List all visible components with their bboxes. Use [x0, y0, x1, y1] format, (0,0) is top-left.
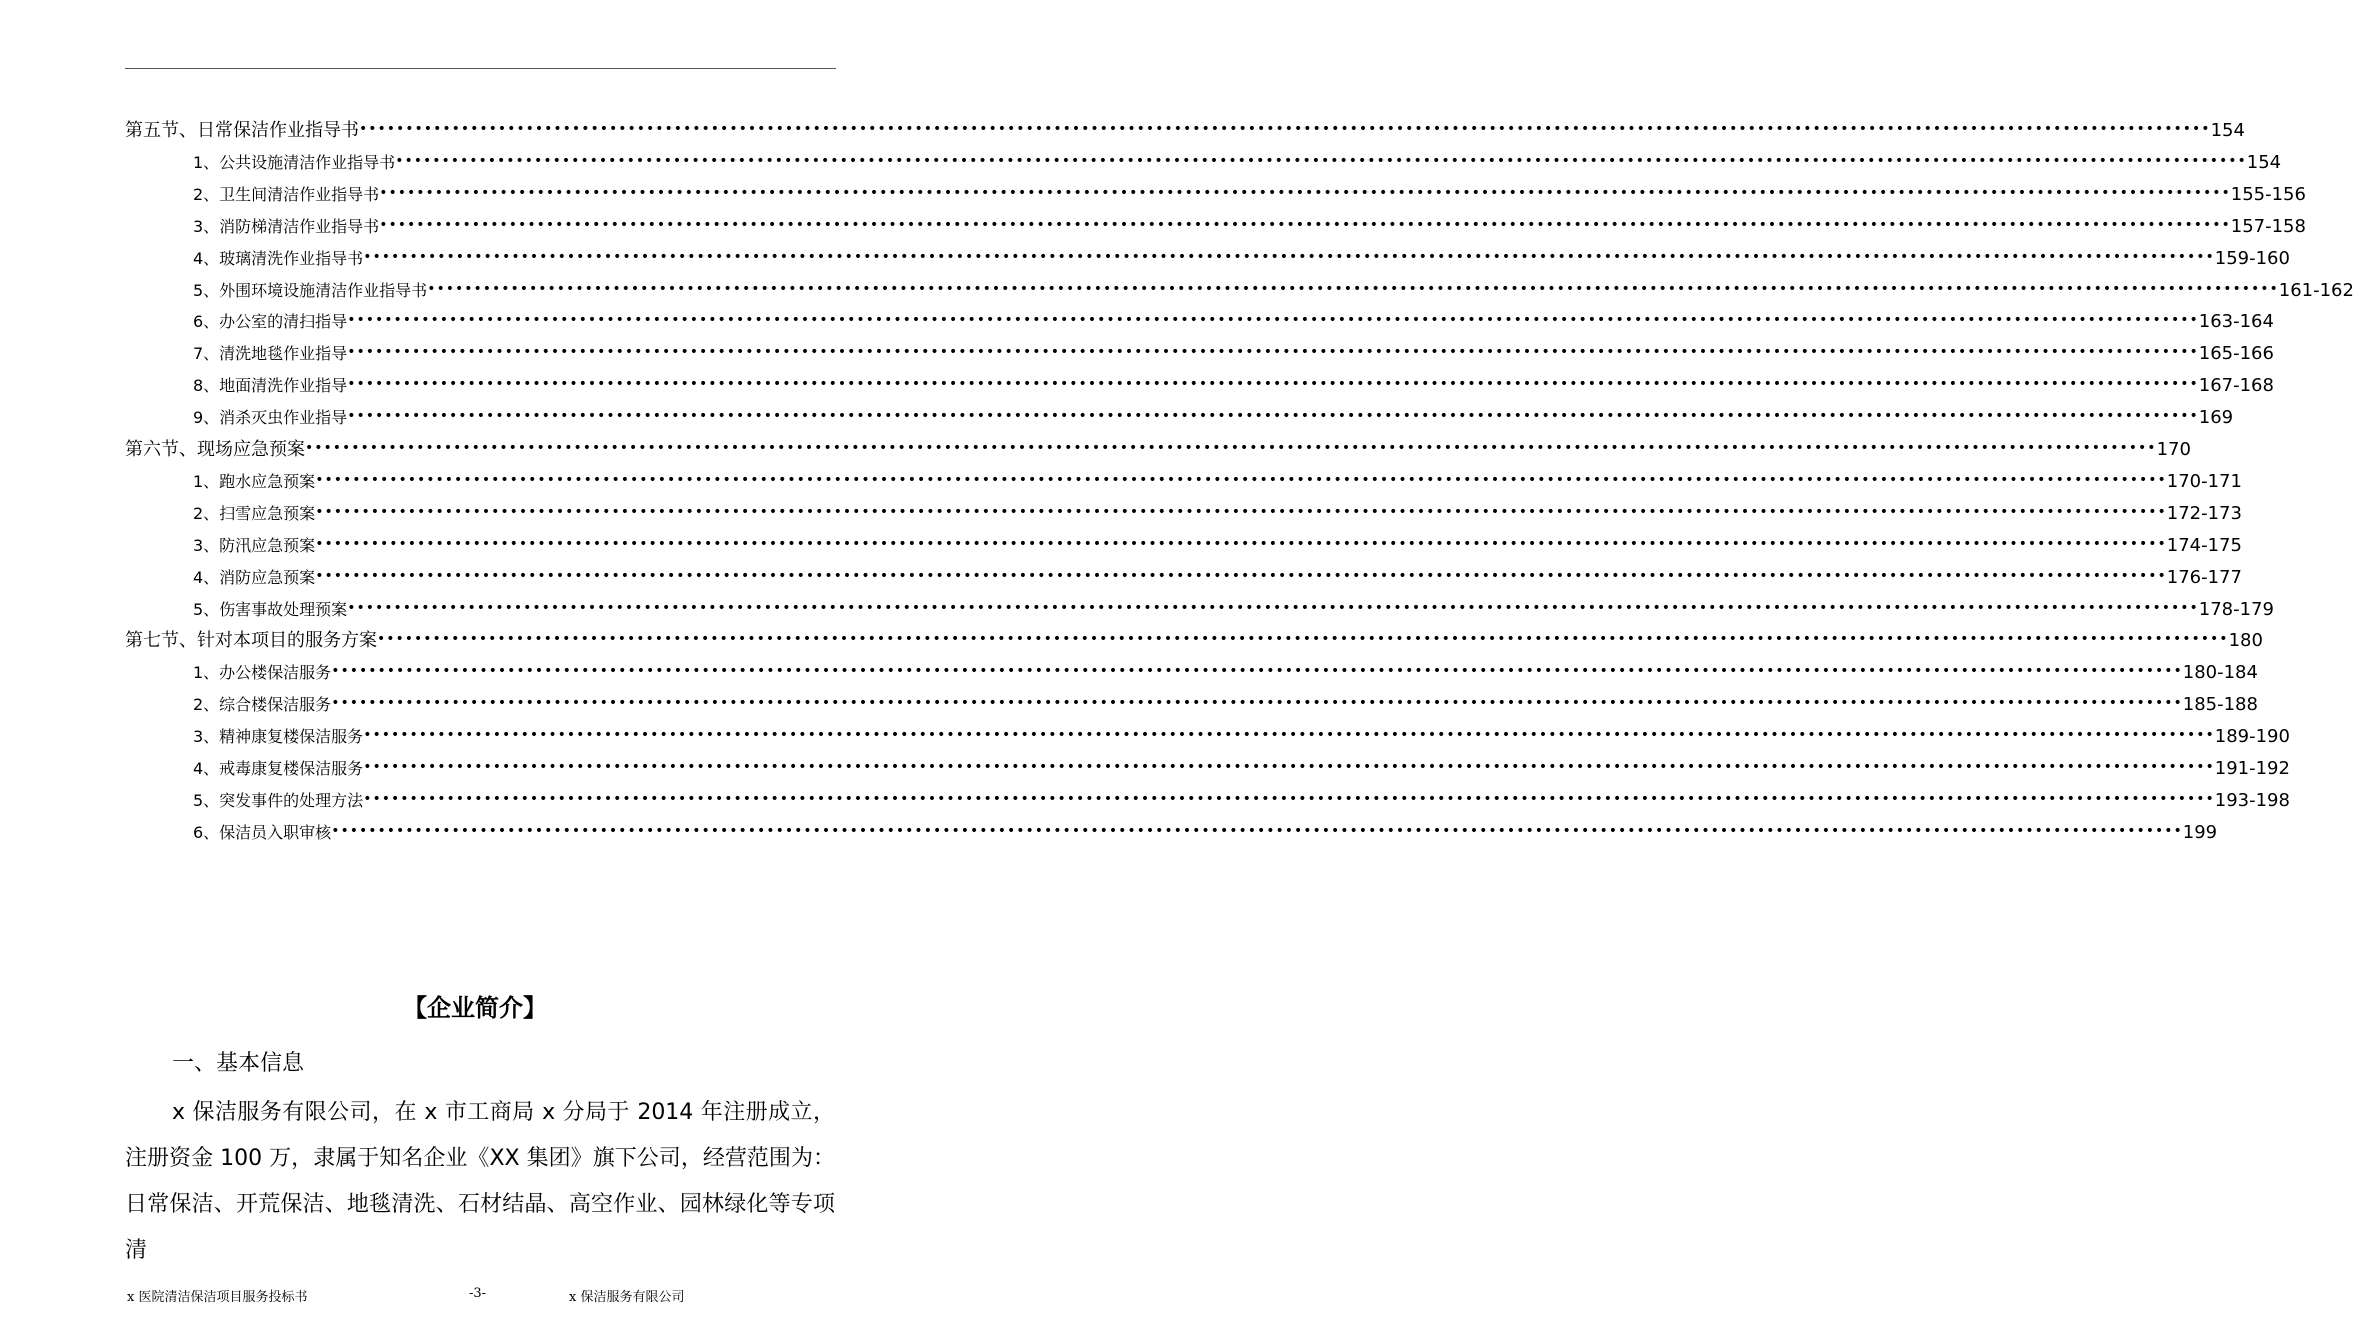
toc-item — [193, 238, 2290, 270]
toc-leader-dots: •••••••••••••••••••••••••••••••••••••••••••••••••••••••••••••••••••••••••••••••••••••••••••••••••••••••••••••••••••••••••••••••••••••••••••••••••••••••••••••••••••••••••••••••••••••••••••••••••••••••• — [315, 567, 2167, 584]
toc-leader-dots: •••••••••••••••••••••••••••••••••••••••••••••••••••••••••••••••••••••••••••••••••••••••••••••••••••••••••••••••••••••••••••••••••••••••••••••••••••••••••••••••••••••••••••••••••••••••••••••••••••••••• — [347, 408, 2199, 425]
toc-item — [193, 142, 2282, 174]
toc-page-number: 174-175 — [2166, 534, 2242, 556]
toc-label: 6、保洁员入职审核 — [193, 822, 332, 842]
toc-label: 4、戒毒康复楼保洁服务 — [193, 759, 364, 778]
toc-page-number: 157-158 — [2230, 215, 2306, 237]
toc-label: 第七节、针对本项目的服务方案 — [125, 630, 377, 652]
toc-item — [193, 174, 2306, 206]
toc-page-number: 180 — [2228, 630, 2263, 652]
toc-page-number: 191-192 — [2214, 758, 2290, 779]
toc-leader-dots: •••••••••••••••••••••••••••••••••••••••••••••••••••••••••••••••••••••••••••••••••••••••••••••••••••••••••••••••••••••••••••••••••••••••••••••••••••••••••••••••••••••••••••••••••••••••••••••••••••••••• — [331, 822, 2183, 839]
toc-label: 1、公共设施清洁作业指导书 — [193, 152, 396, 172]
toc-leader-dots: •••••••••••••••••••••••••••••••••••••••••••••••••••••••••••••••••••••••••••••••••••••••••••••••••••••••••••••••••••••••••••••••••••••••••••••••••••••••••••••••••••••••••••••••••••••••••••••••••••••••• — [305, 440, 2157, 456]
section-title: 【企业简介】 — [403, 994, 547, 1022]
toc-page-number: 172-173 — [2166, 502, 2242, 524]
toc-leader-dots: •••••••••••••••••••••••••••••••••••••••••••••••••••••••••••••••••••••••••••••••••••••••••••••••••••••••••••••••••••••••••••••••••••••••••••••••••••••••••••••••••••••••••••••••••••••••••••••••••••••••• — [379, 216, 2231, 233]
toc-page-number: 180-184 — [2182, 662, 2258, 684]
toc-leader-dots: •••••••••••••••••••••••••••••••••••••••••••••••••••••••••••••••••••••••••••••••••••••••••••••••••••••••••••••••••••••••••••••••••••••••••••••••••••••••••••••••••••••••••••••••••••••••••••••••••••••••• — [363, 790, 2215, 807]
toc-leader-dots: •••••••••••••••••••••••••••••••••••••••••••••••••••••••••••••••••••••••••••••••••••••••••••••••••••••••••••••••••••••••••••••••••••••••••••••••••••••••••••••••••••••••••••••••••••••••••••••••••••••••• — [347, 376, 2199, 393]
subheading: 一、基本信息 — [172, 1051, 305, 1076]
footer-page-number: -3- — [469, 1286, 487, 1301]
toc-item — [193, 812, 2218, 844]
toc-leader-dots: •••••••••••••••••••••••••••••••••••••••••••••••••••••••••••••••••••••••••••••••••••••••••••••••••••••••••••••••••••••••••••••••••••••••••••••••••••••••••••••••••••••••••••••••••••••••••••••••••••••••• — [377, 631, 2229, 648]
toc-label: 1、跑水应急预案 — [193, 471, 316, 491]
toc-item — [193, 748, 2290, 780]
toc-item — [193, 397, 2234, 429]
toc-label: 5、突发事件的处理方法 — [193, 790, 364, 810]
toc-label: 5、外围环境设施清洁作业指导书 — [193, 280, 428, 300]
toc-label: 9、消杀灭虫作业指导 — [193, 408, 348, 428]
toc-leader-dots: •••••••••••••••••••••••••••••••••••••••••••••••••••••••••••••••••••••••••••••••••••••••••••••••••••••••••••••••••••••••••••••••••••••••••••••••••••••••••••••••••••••••••••••••••••••••••••••••••••••••• — [331, 663, 2183, 680]
toc-leader-dots: •••••••••••••••••••••••••••••••••••••••••••••••••••••••••••••••••••••••••••••••••••••••••••••••••••••••••••••••••••••••••••••••••••••••••••••••••••••••••••••••••••••••••••••••••••••••••••••••••••••••• — [347, 344, 2199, 361]
toc-page-number: 170-171 — [2166, 470, 2242, 492]
toc-label: 2、扫雪应急预案 — [193, 503, 316, 523]
toc-page-number: 154 — [2210, 120, 2245, 141]
toc-page-number: 169 — [2198, 407, 2234, 429]
toc-page-number: 161-162 — [2278, 279, 2354, 301]
toc-label: 2、综合楼保洁服务 — [193, 695, 332, 715]
toc-page-number: 176-177 — [2166, 566, 2242, 588]
toc-item — [193, 684, 2258, 716]
toc-page-number: 185-188 — [2182, 694, 2258, 716]
toc-leader-dots: •••••••••••••••••••••••••••••••••••••••••••••••••••••••••••••••••••••••••••••••••••••••••••••••••••••••••••••••••••••••••••••••••••••••••••••••••••••••••••••••••••••••••••••••••••••••••••••••••••••••• — [395, 152, 2247, 169]
toc-item — [193, 652, 2258, 684]
toc-item — [193, 716, 2290, 748]
toc-page-number: 154 — [2246, 151, 2282, 173]
toc-label: 3、精神康复楼保洁服务 — [193, 727, 364, 747]
header-rule — [125, 68, 836, 69]
toc-label: 1、办公楼保洁服务 — [193, 663, 332, 683]
toc-item — [193, 270, 2354, 302]
toc-item — [193, 780, 2290, 812]
toc-page-number: 159-160 — [2214, 247, 2290, 269]
toc-item — [193, 206, 2306, 238]
toc-item — [193, 525, 2242, 557]
toc-label: 3、防汛应急预案 — [193, 535, 316, 555]
toc-page-number: 167-168 — [2198, 375, 2274, 397]
toc-leader-dots: •••••••••••••••••••••••••••••••••••••••••••••••••••••••••••••••••••••••••••••••••••••••••••••••••••••••••••••••••••••••••••••••••••••••••••••••••••••••••••••••••••••••••••••••••••••••••••••••••••••••• — [347, 312, 2199, 329]
toc-page-number: 193-198 — [2214, 789, 2290, 811]
toc-leader-dots: •••••••••••••••••••••••••••••••••••••••••••••••••••••••••••••••••••••••••••••••••••••••••••••••••••••••••••••••••••••••••••••••••••••••••••••••••••••••••••••••••••••••••••••••••••••••••••••••••••••••• — [315, 471, 2167, 488]
toc-leader-dots: •••••••••••••••••••••••••••••••••••••••••••••••••••••••••••••••••••••••••••••••••••••••••••••••••••••••••••••••••••••••••••••••••••••••••••••••••••••••••••••••••••••••••••••••••••••••••••••••••••••••• — [363, 727, 2215, 744]
toc-item — [193, 365, 2274, 397]
toc-leader-dots: •••••••••••••••••••••••••••••••••••••••••••••••••••••••••••••••••••••••••••••••••••••••••••••••••••••••••••••••••••••••••••••••••••••••••••••••••••••••••••••••••••••••••••••••••••••••••••••••••••••••• — [315, 503, 2167, 520]
toc-item — [193, 301, 2274, 333]
toc-leader-dots: •••••••••••••••••••••••••••••••••••••••••••••••••••••••••••••••••••••••••••••••••••••••••••••••••••••••••••••••••••••••••••••••••••••••••••••••••••••••••••••••••••••••••••••••••••••••••••••••••••••••• — [331, 695, 2183, 712]
toc-page-number: 170 — [2156, 439, 2191, 460]
toc-leader-dots: •••••••••••••••••••••••••••••••••••••••••••••••••••••••••••••••••••••••••••••••••••••••••••••••••••••••••••••••••••••••••••••••••••••••••••••••••••••••••••••••••••••••••••••••••••••••••••••••••••••••• — [363, 248, 2215, 265]
toc-label: 7、清洗地毯作业指导 — [193, 344, 348, 364]
toc-leader-dots: •••••••••••••••••••••••••••••••••••••••••••••••••••••••••••••••••••••••••••••••••••••••••••••••••••••••••••••••••••••••••••••••••••••••••••••••••••••••••••••••••••••••••••••••••••••••••••••••••••••••• — [379, 184, 2231, 201]
toc-label: 8、地面清洗作业指导 — [193, 376, 348, 396]
toc-item — [193, 461, 2242, 493]
toc-item — [193, 493, 2242, 525]
toc-label: 5、伤害事故处理预案 — [193, 599, 348, 619]
toc-item — [193, 557, 2242, 589]
toc-label: 3、消防梯清洁作业指导书 — [193, 216, 380, 236]
toc-page-number: 155-156 — [2230, 183, 2306, 205]
toc-leader-dots: •••••••••••••••••••••••••••••••••••••••••••••••••••••••••••••••••••••••••••••••••••••••••••••••••••••••••••••••••••••••••••••••••••••••••••••••••••••••••••••••••••••••••••••••••••••••••••••••••••••••• — [359, 121, 2211, 137]
toc-section — [125, 429, 2191, 461]
toc-label: 2、卫生间清洁作业指导书 — [193, 184, 380, 204]
toc-leader-dots: •••••••••••••••••••••••••••••••••••••••••••••••••••••••••••••••••••••••••••••••••••••••••••••••••••••••••••••••••••••••••••••••••••••••••••••••••••••••••••••••••••••••••••••••••••••••••••••••••••••••• — [427, 280, 2279, 297]
toc-label: 4、玻璃清洗作业指导书 — [193, 248, 364, 268]
toc-page-number: 199 — [2182, 821, 2218, 843]
toc-label: 6、办公室的清扫指导 — [193, 312, 348, 332]
toc-page-number: 178-179 — [2198, 598, 2274, 620]
toc-section — [125, 110, 2245, 142]
toc-label: 4、消防应急预案 — [193, 567, 316, 587]
toc-page-number: 165-166 — [2198, 343, 2274, 365]
toc-item — [193, 589, 2274, 621]
body-paragraph: x 保洁服务有限公司，在 x 市工商局 x 分局于 2014 年注册成立，注册资金 100 万，隶属于知名企业《XX 集团》旗下公司，经营范围为：日常保洁、开荒保洁、地毯清洗、石材结晶、高空作业、园林绿化等专项清 — [125, 1100, 835, 1263]
footer-right: x 保洁服务有限公司 — [569, 1290, 685, 1305]
toc-page-number: 163-164 — [2198, 311, 2274, 333]
footer-left: x 医院清洁保洁项目服务投标书 — [127, 1290, 308, 1305]
toc-leader-dots: •••••••••••••••••••••••••••••••••••••••••••••••••••••••••••••••••••••••••••••••••••••••••••••••••••••••••••••••••••••••••••••••••••••••••••••••••••••••••••••••••••••••••••••••••••••••••••••••••••••••• — [347, 599, 2199, 616]
toc-label: 第五节、日常保洁作业指导书 — [125, 120, 359, 141]
toc-label: 第六节、现场应急预案 — [125, 439, 305, 460]
toc-item — [193, 333, 2274, 365]
toc-section — [125, 620, 2263, 652]
toc-leader-dots: •••••••••••••••••••••••••••••••••••••••••••••••••••••••••••••••••••••••••••••••••••••••••••••••••••••••••••••••••••••••••••••••••••••••••••••••••••••••••••••••••••••••••••••••••••••••••••••••••••••••• — [363, 759, 2215, 775]
toc-page-number: 189-190 — [2214, 726, 2290, 748]
toc-leader-dots: •••••••••••••••••••••••••••••••••••••••••••••••••••••••••••••••••••••••••••••••••••••••••••••••••••••••••••••••••••••••••••••••••••••••••••••••••••••••••••••••••••••••••••••••••••••••••••••••••••••••• — [315, 535, 2167, 552]
